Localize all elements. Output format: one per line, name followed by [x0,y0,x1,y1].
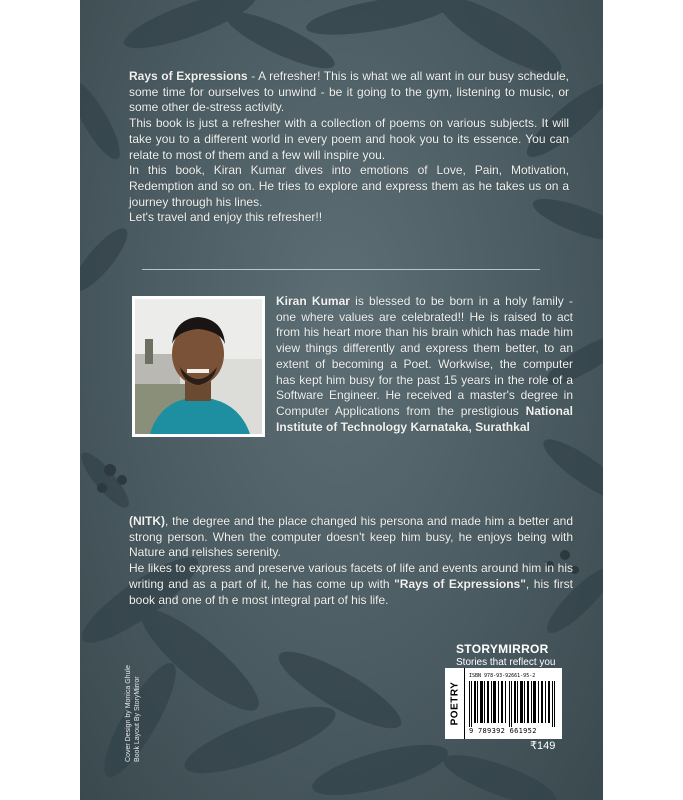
author-portrait-illustration [135,299,262,434]
barcode-icon [469,681,559,727]
book-blurb [129,69,569,226]
section-divider [142,269,540,270]
barcode-number: 9 789392 661952 [469,727,537,735]
author-bio-bottom [129,514,573,608]
author-bio-text-2: , the degree and the place changed his persona and made him a better and strong person. When the computer doesn't keep him busy, he enjoys being with Nature and relishes serenity. [129,514,573,560]
category-text: POETRY [449,681,460,726]
author-bio-top [276,294,573,435]
author-name: Kiran Kumar [276,294,350,308]
credit-line-1: Cover Design by Monica Ghule [125,665,132,762]
publisher-logo [456,642,556,668]
blurb-paragraph-1: - A refresher! This is what we all want in our busy schedule, some time for ourselves to unwind - be it going to the gym, listening to music, or some other de-stress activity. [129,69,569,115]
publisher-name: STORYMIRROR [456,642,549,656]
author-institute-abbr: (NITK) [129,514,165,528]
blurb-paragraph-2: This book is just a refresher with a collection of poems on various subjects. It will take you to a different world in every poem and hook you to its essence. You can relate to most of them and a few will inspire you. [129,116,569,162]
isbn-small-text: ISBN 978-93-92661-95-2 [469,673,536,679]
author-bio-text-1: is blessed to be born in a holy family - one where values are celebrated!! He is raised to act from his heart more than his brain which has made him view things differently and express them better, to an extent of becoming a Poet. Workwise, the computer has kept him busy for the past 15 years in the role of a Software Engineer. He received a master's degree in Computer Applications from the prestigious [276,294,573,418]
design-credits [124,665,142,762]
category-label [445,668,465,739]
back-cover [80,0,603,800]
blurb-title: Rays of Expressions [129,69,248,83]
blurb-paragraph-4: Let's travel and enjoy this refresher!! [129,210,323,225]
author-bio-text-4: , his first book and one of th e most integral part of his life. [129,576,573,607]
credit-line-2: Book Layout By StoryMirror [134,676,141,762]
blurb-paragraph-3: In this book, Kiran Kumar dives into emotions of Love, Pain, Motivation, Redemption and so on. He tries to explore and express them as he takes us on a journey through his lines. [129,163,569,209]
author-bio-text-3: He likes to express and preserve various facets of life and events around him in his writing and as a part of it, he has come up with [129,561,573,591]
publisher-tagline: Stories that reflect you [456,657,556,668]
author-photo [132,296,265,437]
isbn-barcode-panel [445,668,562,739]
author-institute: National Institute of Technology Karnataka, Surathkal [276,403,573,434]
book-title-quoted: "Rays of Expressions" [394,576,526,591]
price-label: ₹149 [530,740,556,752]
